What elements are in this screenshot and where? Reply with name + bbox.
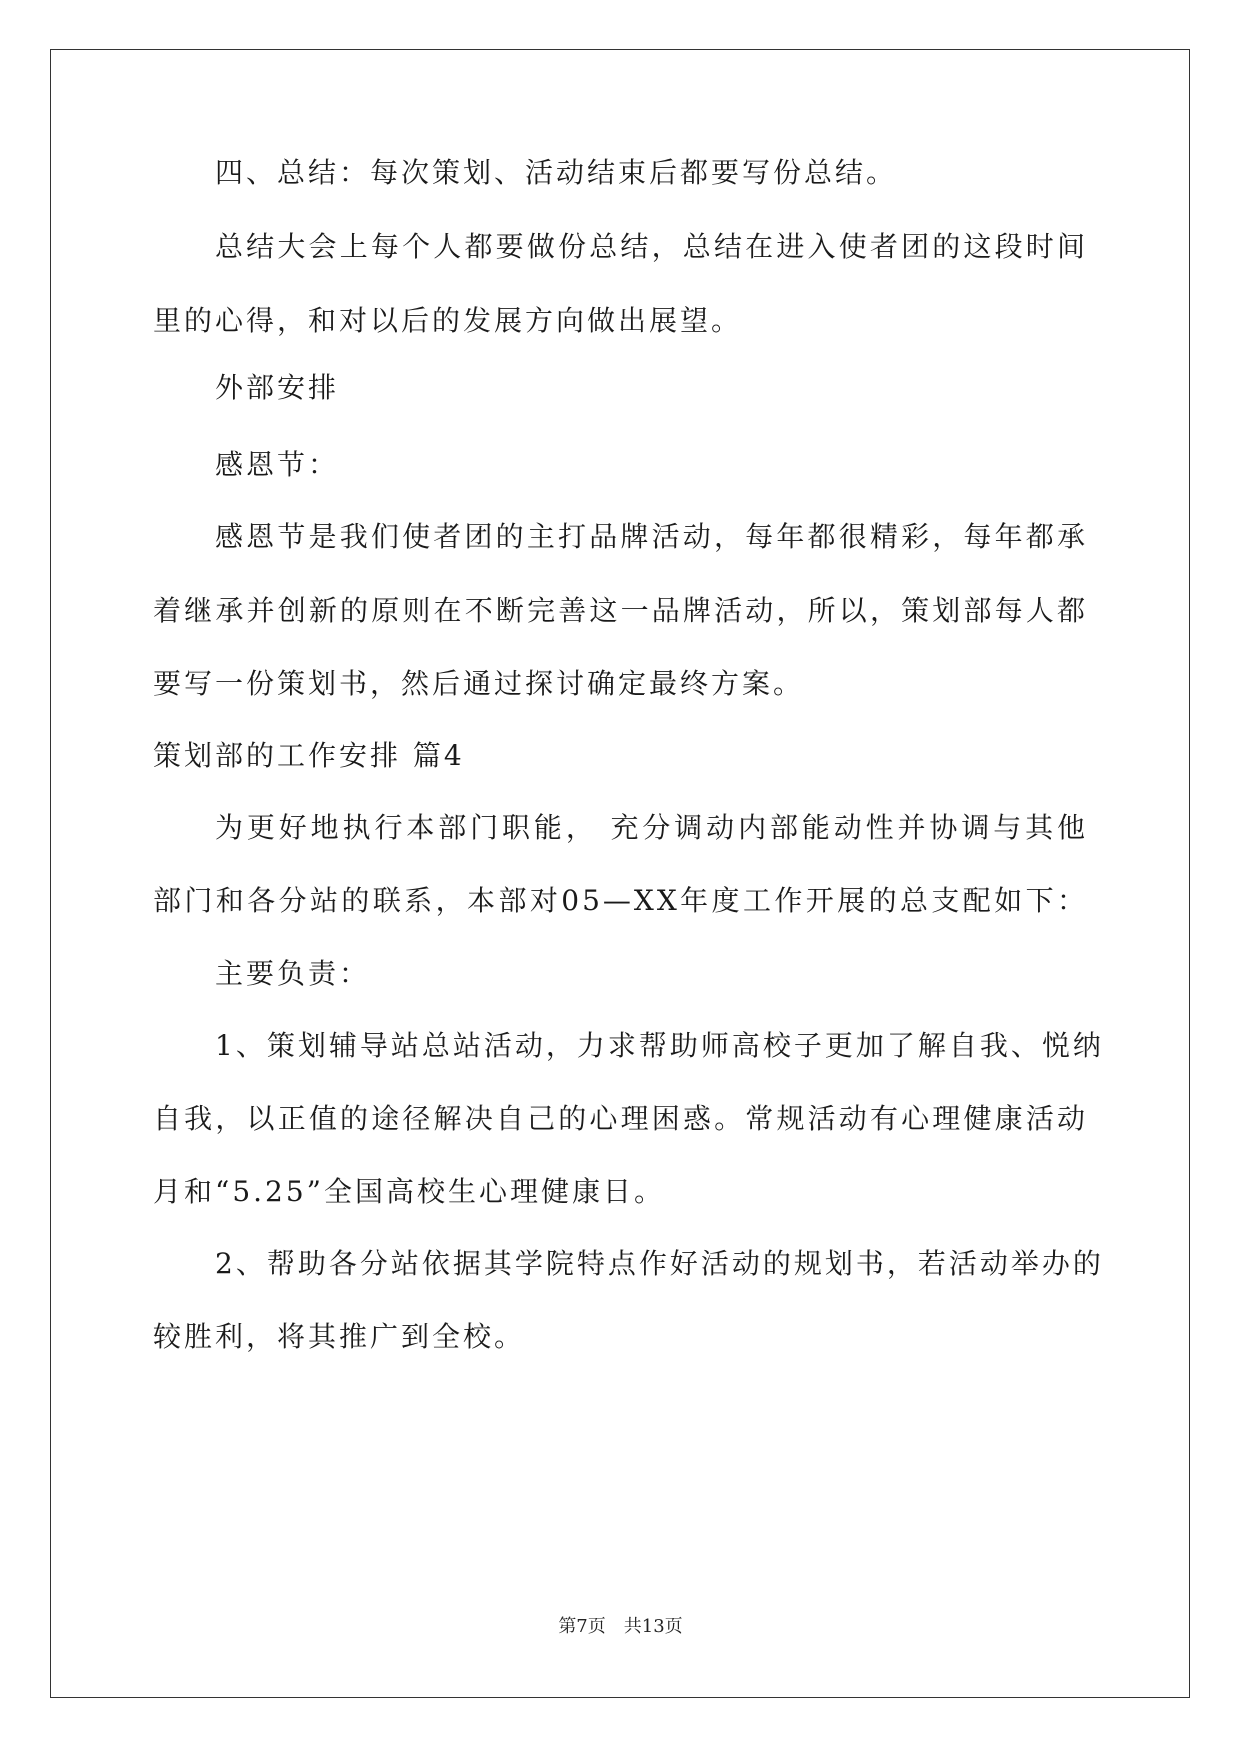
- paragraph-line: 要写一份策划书，然后通过探讨确定最终方案。: [153, 667, 805, 700]
- article-heading: 策划部的工作安排 篇4: [153, 739, 465, 772]
- paragraph-line: 里的心得，和对以后的发展方向做出展望。: [153, 304, 743, 337]
- paragraph-line: 1、策划辅导站总站活动，力求帮助师高校子更加了解自我、悦纳: [215, 1029, 1104, 1062]
- paragraph-line: 总结大会上每个人都要做份总结，总结在进入使者团的这段时间: [215, 230, 1088, 263]
- paragraph-line: 着继承并创新的原则在不断完善这一品牌活动，所以，策划部每人都: [153, 594, 1088, 627]
- section-heading: 外部安排: [215, 371, 340, 404]
- section-heading: 感恩节：: [215, 448, 340, 481]
- paragraph-line: 较胜利，将其推广到全校。: [153, 1320, 526, 1353]
- paragraph-line: 四、总结：每次策划、活动结束后都要写份总结。: [215, 156, 898, 189]
- paragraph-line: 月和“5.25”全国高校生心理健康日。: [153, 1175, 665, 1208]
- paragraph-line: 自我，以正值的途径解决自己的心理困惑。常规活动有心理健康活动: [153, 1102, 1088, 1135]
- paragraph-line: 部门和各分站的联系，本部对05—XX年度工作开展的总支配如下：: [153, 884, 1088, 917]
- paragraph-line: 感恩节是我们使者团的主打品牌活动，每年都很精彩，每年都承: [215, 520, 1088, 553]
- page-border: [50, 49, 1190, 1698]
- paragraph-line: 2、帮助各分站依据其学院特点作好活动的规划书，若活动举办的: [215, 1247, 1104, 1280]
- paragraph-line: 为更好地执行本部门职能， 充分调动内部能动性并协调与其他: [215, 811, 1088, 844]
- page-number-footer: 第7页 共13页: [558, 1616, 683, 1637]
- section-heading: 主要负责：: [215, 957, 371, 990]
